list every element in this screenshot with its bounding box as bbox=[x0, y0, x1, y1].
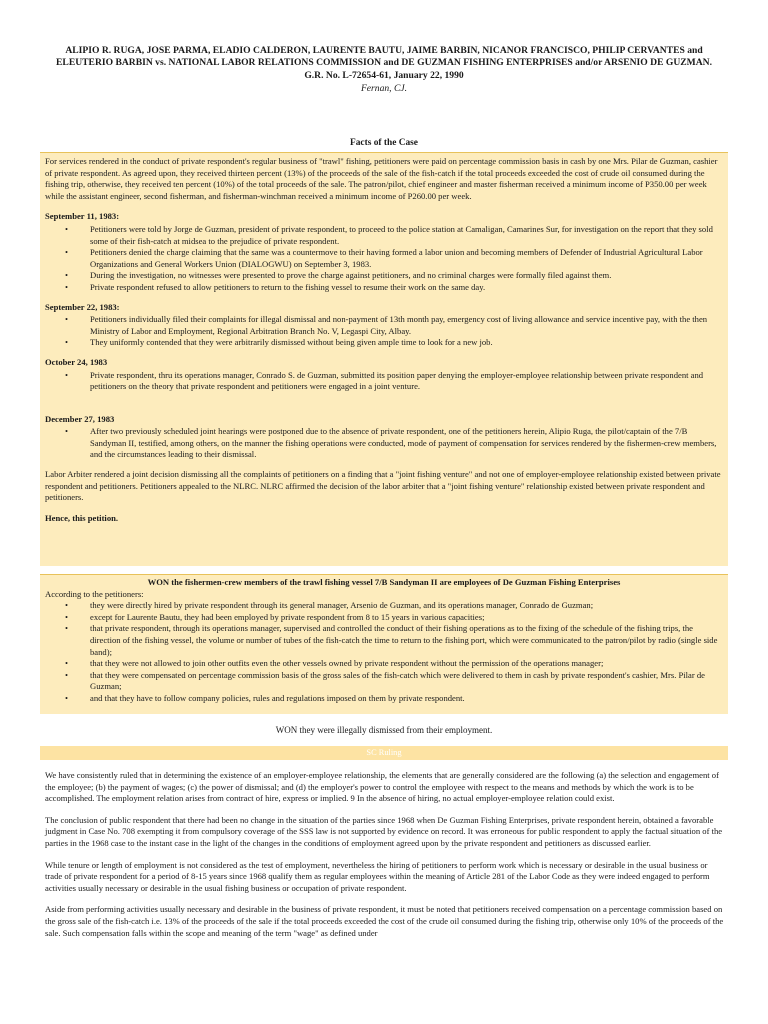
list-item: • they were directly hired by private respondent through its general manager, Arsenio de Guzman, and its operations manager, Conrado de Guzman; bbox=[45, 600, 723, 612]
event-date: September 22, 1983: bbox=[45, 301, 120, 312]
list-item: • and that they have to follow company policies, rules and regulations imposed on them by private respondent. bbox=[45, 693, 723, 705]
arbiter-paragraph: Labor Arbiter rendered a joint decision dismissing all the complaints of petitioners on a finding that a "joint fishing venture" and not one of employer-employee relationship existed between private respondent and petitioners. Petitioners appealed to the NLRC. NLRC affirmed the decision of the labor arbiter that a "joint fishing venture" relationship existed between private respondent and petitioners. bbox=[45, 469, 721, 503]
ruling-paragraph: Aside from performing activities usually necessary and desirable in the business of private respondent, it must be noted that petitioners received compensation on a percentage commission based on the gross sale of the fish-catch i.e. 13% of the proceeds of the sale if the total proceeds exceeded the cost of the crude oil consumed during the fishing trip, otherwise only 10% of the proceeds of the sale. Such compensation falls within the scope and meaning of the term "wage" as defined under bbox=[45, 904, 724, 938]
list-item: • that private respondent, through its operations manager, supervised and controlled the conduct of their fishing operations as to the fixing of the schedule of the fishing trips, the direction of the fishing vessel, the volume or number of tubes of the fish-catch the time to return to the fishing port, which were communicated to the patron/pilot by radio (single side band); bbox=[45, 623, 723, 658]
list-item: • that they were compensated on percentage commission basis of the gross sales of the fish-catch which were delivered to them in cash by private respondent's cashier, Mrs. Pilar de Guzman; bbox=[45, 670, 723, 693]
list-item: • that they were not allowed to join other outfits even the other vessels owned by private respondent without the permission of the operations manager; bbox=[45, 658, 723, 670]
case-header bbox=[40, 45, 728, 96]
list-item: • They uniformly contended that they were arbitrarily dismissed without being given ample time to look for a new job. bbox=[45, 337, 723, 349]
ruling-section bbox=[45, 770, 725, 949]
issue-title: WON the fishermen-crew members of the trawl fishing vessel 7/B Sandyman II are employees of De Guzman Fishing Enterprises bbox=[147, 577, 621, 587]
list-item: • Petitioners individually filed their complaints for illegal dismissal and non-payment of 13th month pay, emergency cost of living allowance and service incentive pay, with the then Ministry of Labor and Employment, Regional Arbitration Branch No. V, Legaspi City, Albay. bbox=[45, 314, 723, 337]
list-item: • After two previously scheduled joint hearings were postponed due to the absence of private respondent, one of the petitioners herein, Alipio Ruga, the pilot/captain of the 7/B Sandyman II, testified, among others, on the manner the fishing operations were conducted, mode of payment of compensation for services rendered by the fishermen-crew members, and the circumstances leading to their dismissal. bbox=[45, 426, 723, 461]
event-list bbox=[45, 426, 723, 461]
list-item: • except for Laurente Bautu, they had been employed by private respondent from 8 to 15 years in various capacities; bbox=[45, 612, 723, 624]
event-date: December 27, 1983 bbox=[45, 413, 115, 424]
hence-text: Hence, this petition. bbox=[45, 512, 119, 523]
list-item: • Private respondent, thru its operations manager, Conrado S. de Guzman, submitted its position paper denying the employer-employee relationship between private respondent and petitioners on the theory that private respondent and petitioners were engaged in a joint venture. bbox=[45, 370, 723, 393]
facts-section bbox=[40, 152, 728, 566]
issue-section bbox=[40, 574, 728, 714]
event-list bbox=[45, 370, 723, 393]
case-number: G.R. No. L-72654-61, January 22, 1990 bbox=[304, 69, 464, 81]
issue-lead: According to the petitioners: bbox=[45, 588, 144, 599]
ruling-paragraph: We have consistently ruled that in determining the existence of an employer-employee relationship, the elements that are generally considered are the following (a) the selection and engagement of the employee; (b) the payment of wages; (c) the power of dismissal; and (d) the employer's power to control the employee with respect to the means and methods by which the work is to be accomplished. The employment relation arises from contract of hire, express or implied. 9 In the absence of hiring, no actual employer-employee relation could exist. bbox=[45, 770, 719, 804]
second-issue: WON they were illegally dismissed from their employment. bbox=[275, 725, 493, 735]
list-item: • Private respondent refused to allow petitioners to return to the fishing vessel to resume their work on the same day. bbox=[45, 282, 723, 294]
ruling-paragraph: While tenure or length of employment is not considered as the test of employment, nevertheless the hiring of petitioners to perform work which is necessary or desirable in the usual business or trade of private respondent for a period of 8-15 years since 1968 qualify them as regular employees within the meaning of Article 281 of the Labor Code as they were indeed engaged to perform activities usually necessary or desirable in the usual fishing business or occupation of private respondent. bbox=[45, 859, 710, 893]
ponente: Fernan, CJ. bbox=[360, 82, 408, 94]
list-item: • Petitioners were told by Jorge de Guzman, president of private respondent, to proceed to the police station at Camaligan, Camarines Sur, for investigation on the report that they sold some of their fish-catch at midsea to the prejudice of private respondent. bbox=[45, 224, 723, 247]
event-list bbox=[45, 224, 723, 294]
case-title: ALIPIO R. RUGA, JOSE PARMA, ELADIO CALDERON, LAURENTE BAUTU, JAIME BARBIN, NICANOR FRANCISCO, PHILIP CERVANTES and ELEUTERIO BARBIN vs. NATIONAL LABOR RELATIONS COMMISSION and DE GUZMAN FISHING ENTERPRISES and/or ARSENIO DE GUZMAN. bbox=[56, 45, 712, 69]
event-list bbox=[45, 314, 723, 349]
list-item: • Petitioners denied the charge claiming that the same was a countermove to their having formed a labor union and becoming members of Defender of Industrial Agricultural Labor Organizations and General Workers Union (DIALOGWU) on September 3, 1983. bbox=[45, 247, 723, 270]
facts-heading: Facts of the Case bbox=[350, 138, 418, 148]
sc-ruling-bar: SC Ruling bbox=[40, 746, 728, 760]
event-date: October 24, 1983 bbox=[45, 356, 108, 367]
facts-intro: For services rendered in the conduct of private respondent's regular business of "trawl" fishing, petitioners were paid on percentage commission basis in cash by one Mrs. Pilar de Guzman, cashier of private respondent. As agreed upon, they received thirteen percent (13%) of the proceeds of the sale of the fish-catch if the total proceeds exceeded the cost of crude oil consumed during the fishing trip, otherwise, they received ten percent (10%) of the total proceeds of the sale. The patron/pilot, chief engineer and master fisherman received a minimum income of P350.00 per week while the assistant engineer, second fisherman, and fisherman-winchman received a minimum income of P260.00 per week. bbox=[45, 156, 718, 201]
petitioner-claims bbox=[45, 600, 723, 704]
ruling-paragraph: The conclusion of public respondent that there had been no change in the situation of the parties since 1968 when De Guzman Fishing Enterprises, private respondent herein, obtained a favorable judgment in Case No. 708 exempting it from compulsory coverage of the SSS law is not supported by evidence on record. It was erroneous for public respondent to apply the factual situation of the parties in the 1968 case to the instant case in the light of the changes in the conditions of employment agreed upon by the private respondent and petitioners as discussed earlier. bbox=[45, 814, 723, 848]
event-date: September 11, 1983: bbox=[45, 211, 120, 222]
list-item: • During the investigation, no witnesses were presented to prove the charge against petitioners, and no criminal charges were formally filed against them. bbox=[45, 270, 723, 282]
